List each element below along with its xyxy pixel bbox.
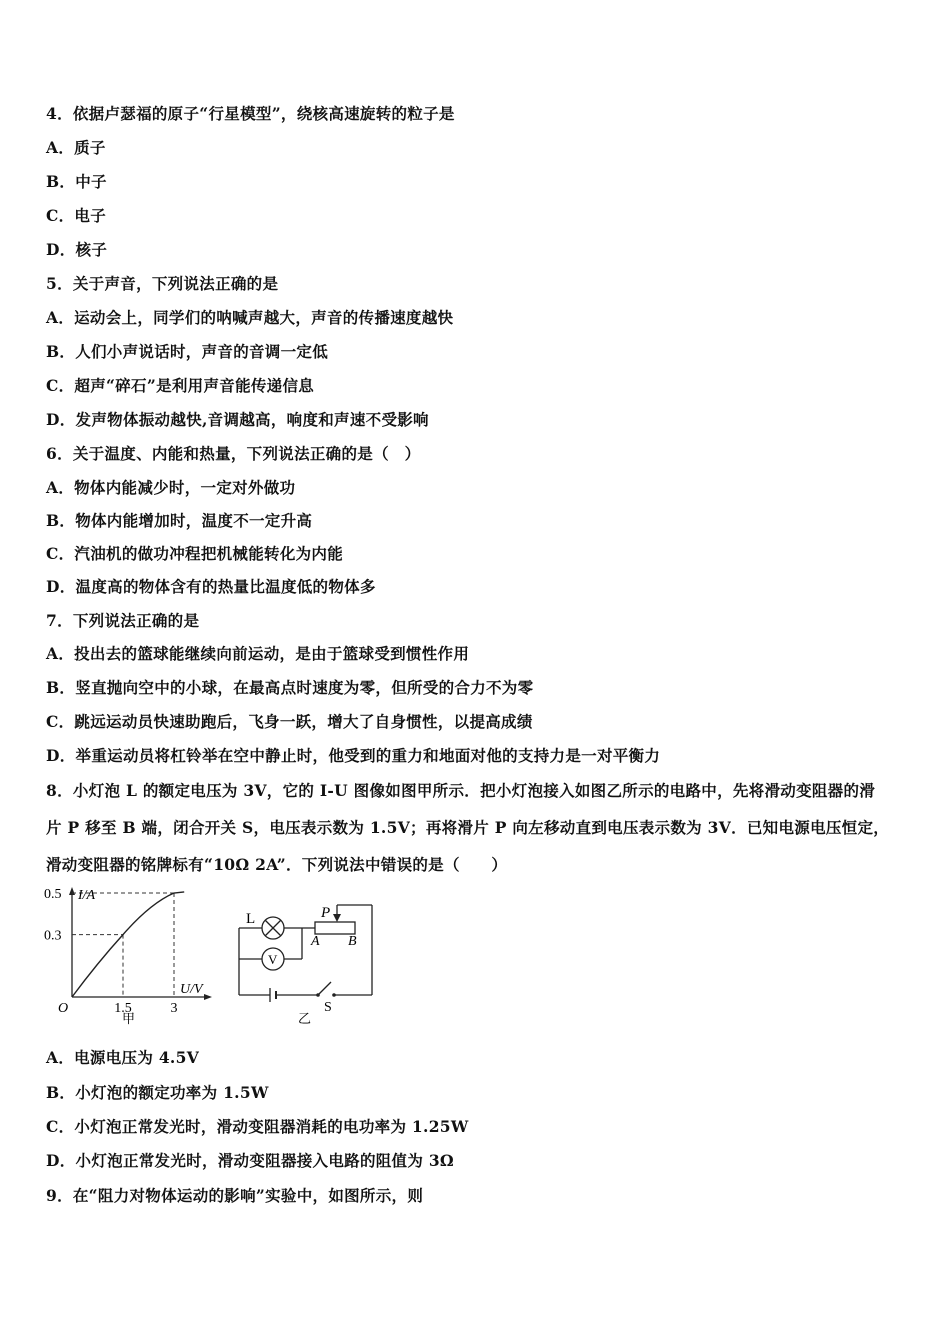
iu-curve (72, 892, 184, 997)
q8-stem-line3: 滑动变阻器的铭牌标有“10Ω 2A”．下列说法中错误的是（ ） (46, 855, 508, 874)
q7-option-a: A．投出去的篮球能继续向前运动，是由于篮球受到惯性作用 (46, 644, 470, 663)
y-axis-arrow (69, 887, 75, 895)
q6-option-a: A．物体内能减少时，一定对外做功 (46, 478, 296, 497)
q4-option-c: C．电子 (46, 206, 107, 225)
slider-label: P (321, 905, 331, 921)
figure-yi-caption: 乙 (298, 1011, 312, 1026)
q6-option-c: C．汽油机的做功冲程把机械能转化为内能 (46, 544, 344, 563)
switch-blade (318, 982, 331, 995)
q5-option-c: C．超声“碎石”是利用声音能传递信息 (46, 376, 315, 395)
q8-option-a: A．电源电压为 4.5V (46, 1048, 200, 1067)
iu-graph-figure (40, 885, 225, 1025)
rheostat-symbol (315, 922, 355, 934)
x-axis-label: U/V (180, 982, 203, 997)
q4-option-b: B．中子 (46, 172, 107, 191)
x-tick-1.5: 1.5 (114, 1001, 132, 1016)
figure-jia-caption: 甲 (122, 1011, 136, 1025)
q7-option-d: D．举重运动员将杠铃举在空中静止时，他受到的重力和地面对他的支持力是一对平衡力 (46, 746, 661, 765)
q5-option-b: B．人们小声说话时，声音的音调一定低 (46, 342, 329, 361)
y-tick-0.3: 0.3 (44, 928, 62, 944)
q5-option-d: D．发声物体振动越快,音调越高，响度和声速不受影响 (46, 410, 429, 429)
q5-option-a: A．运动会上，同学们的呐喊声越大，声音的传播速度越快 (46, 308, 454, 327)
voltmeter-label: V (268, 952, 278, 967)
q4-option-a: A．质子 (46, 138, 106, 157)
switch-contact-left (316, 993, 320, 997)
q6-option-d: D．温度高的物体含有的热量比温度低的物体多 (46, 577, 376, 596)
q6-option-b: B．物体内能增加时，温度不一定升高 (46, 511, 313, 530)
q7-option-b: B．竖直抛向空中的小球，在最高点时速度为零，但所受的合力不为零 (46, 678, 534, 697)
y-axis-label: I/A (78, 888, 96, 903)
q9-stem: 9．在“阻力对物体运动的影响”实验中，如图所示，则 (46, 1186, 424, 1205)
y-tick-0.5: 0.5 (44, 887, 62, 902)
switch-label: S (324, 1000, 332, 1015)
slider-arrow (333, 914, 341, 922)
x-axis-arrow (204, 994, 212, 1000)
end-b-label: B (348, 934, 357, 949)
q8-option-b: B．小灯泡的额定功率为 1.5W (46, 1083, 269, 1102)
q4-option-d: D．核子 (46, 240, 108, 259)
origin-label: O (58, 1001, 69, 1016)
circuit-figure (230, 893, 390, 1028)
q8-stem-line2: 片 P 移至 B 端，闭合开关 S，电压表示数为 1.5V；再将滑片 P 向左移动直到电压表示数为 3V．已知电源电压恒定， (46, 818, 890, 837)
x-tick-3: 3 (170, 1001, 178, 1016)
q4-stem: 4．依据卢瑟福的原子“行星模型”，绕核高速旋转的粒子是 (46, 104, 455, 123)
q8-stem-line1: 8．小灯泡 L 的额定电压为 3V，它的 I-U 图像如图甲所示．把小灯泡接入如图乙所示的电路中，先将滑动变阻器的滑 (46, 781, 876, 800)
lamp-label: L (246, 911, 256, 927)
q5-stem: 5．关于声音，下列说法正确的是 (46, 274, 279, 293)
end-a-label: A (311, 934, 320, 949)
q7-stem: 7．下列说法正确的是 (46, 611, 200, 630)
q6-stem: 6．关于温度、内能和热量，下列说法正确的是（ ） (46, 444, 421, 463)
q8-option-d: D．小灯泡正常发光时，滑动变阻器接入电路的阻值为 3Ω (46, 1151, 455, 1170)
q7-option-c: C．跳远运动员快速助跑后，飞身一跃，增大了自身惯性，以提高成绩 (46, 712, 533, 731)
switch-contact-right (332, 993, 336, 997)
q8-option-c: C．小灯泡正常发光时，滑动变阻器消耗的电功率为 1.25W (46, 1117, 469, 1136)
